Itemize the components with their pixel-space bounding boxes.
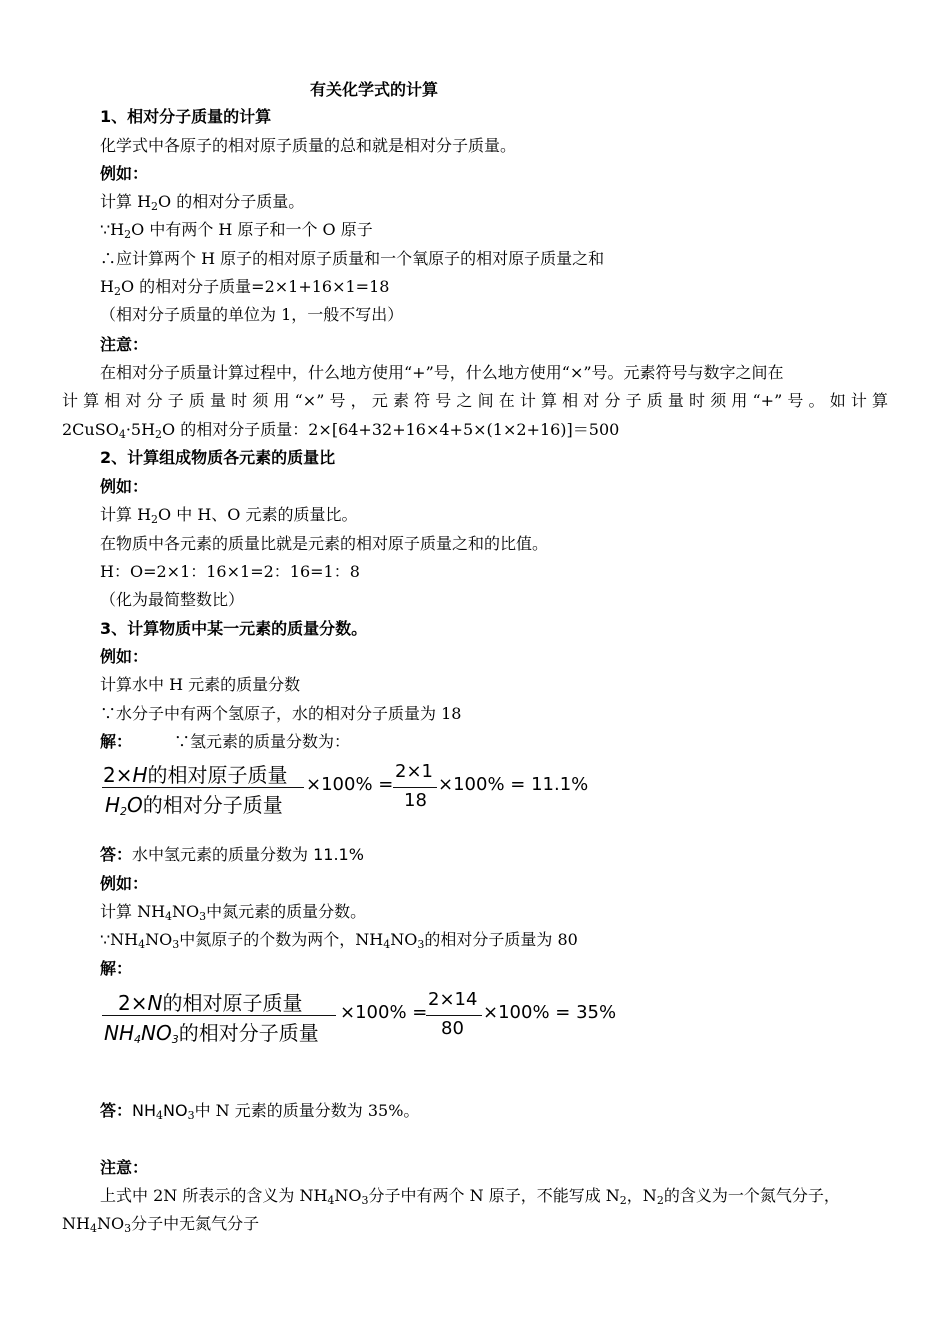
s3-note-label: 注意： [100,1158,149,1177]
s2-example-label: 例如： [100,477,149,496]
s1-note-line2: 计算相对分子质量时须用“×”号，元素符号之间在计算相对分子质量时须用“+”号。如计算 [62,391,888,410]
f1-times: ×100% = [306,774,394,795]
s3-line3: 计算 $NH_4NO_3$中氮元素的质量分数。 [100,902,367,923]
f1-denominator2: 18 [404,790,427,811]
s1-note-line3: $2CuSO_4\cdot 5H_2O$ 的相对分子质量：2×[64+32+16×4+5×(1×2+16)]＝500 [62,420,620,441]
section-2-heading: 2、计算组成物质各元素的质量比 [100,448,336,467]
f1-denominator: $H_2O$的相对分子质量 [105,793,283,818]
f2-denominator: $NH_4NO_3$的相对分子质量 [104,1021,319,1046]
s3-note-line2: $NH_4NO_3$分子中无氮气分子 [62,1214,260,1235]
s2-line3: H：O=2×1：16×1=2：16=1：8 [100,562,360,581]
s3-line4: $\because NH_4NO_3$中氮原子的个数为两个，$NH_4NO_3$的相对分子质量为 80 [100,930,578,951]
s3-jie-text: ∵氢元素的质量分数为： [174,732,351,751]
s1-line1: 计算 $H_2O$ 的相对分子质量。 [100,192,305,213]
f1-numerator2: 2×1 [395,761,433,782]
s3-jie2-label: 解： [100,959,133,978]
section-3-heading: 3、计算物质中某一元素的质量分数。 [100,619,368,638]
f2-fraction-bar [102,1015,336,1016]
s1-line4: $H_2O$ 的相对分子质量=2×1+16×1=18 [100,277,390,298]
s1-definition: 化学式中各原子的相对原子质量的总和就是相对分子质量。 [100,136,517,155]
f1-fraction-bar2 [393,787,437,788]
s2-line1: 计算 $H_2O$ 中 H、O 元素的质量比。 [100,505,358,526]
f2-numerator: 2×N的相对原子质量 [118,991,303,1015]
s3-line1: 计算水中 H 元素的质量分数 [100,675,301,694]
s2-line4: （化为最简整数比） [100,590,245,609]
s1-note-label: 注意： [100,335,149,354]
s3-answer1: 答：水中氢元素的质量分数为 11.1% [100,845,364,864]
s3-example2-label: 例如： [100,874,149,893]
section-1-heading: 1、相对分子质量的计算 [100,107,272,126]
s1-line5: （相对分子质量的单位为 1，一般不写出） [100,305,404,324]
s3-note-line1: 上式中 2N 所表示的含义为 $NH_4NO_3$分子中有两个 N 原子，不能写成 $N_2$，$N_2$的含义为一个氮气分子， [100,1186,840,1207]
s1-example-label: 例如： [100,164,149,183]
s1-line3: ∴应计算两个 H 原子的相对原子质量和一个氧原子的相对原子质量之和 [100,249,605,268]
f2-fraction-bar2 [426,1015,482,1016]
f1-numerator: 2×H的相对原子质量 [103,763,288,787]
f1-fraction-bar [102,787,304,788]
s3-answer2: 答：$NH_4NO_3$中 N 元素的质量分数为 35%。 [100,1101,420,1122]
s1-note-line1: 在相对分子质量计算过程中，什么地方使用“+”号，什么地方使用“×”号。元素符号与数字之间在 [100,363,784,382]
f2-times: ×100% = [340,1002,428,1023]
s2-line2: 在物质中各元素的质量比就是元素的相对原子质量之和的比值。 [100,534,549,553]
s3-example-label: 例如： [100,647,149,666]
f2-numerator2: 2×14 [428,989,478,1010]
s1-line2: $\because H_2O$ 中有两个 H 原子和一个 O 原子 [100,220,373,241]
f2-result: ×100% = 35% [483,1002,617,1023]
f2-denominator2: 80 [441,1018,464,1039]
s3-jie-label: 解： [100,732,133,751]
page-title: 有关化学式的计算 [310,80,439,99]
s3-line2: ∵水分子中有两个氢原子，水的相对分子质量为 18 [100,704,462,723]
f1-result: ×100% = 11.1% [438,774,589,795]
